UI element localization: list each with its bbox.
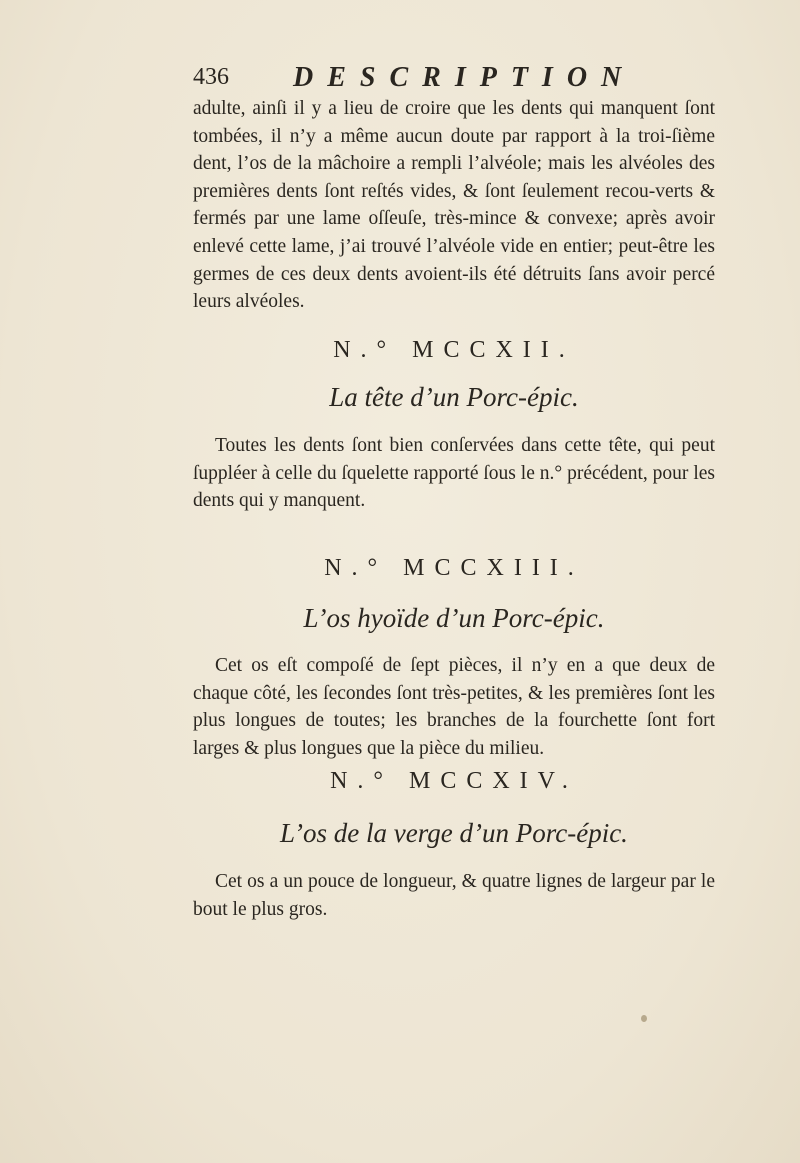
entry-number-1212: N.° MCCXII. [333, 337, 575, 363]
paragraph-entry-1212: Toutes les dents ſont bien conſervées dans cette tête, qui peut ſuppléer à celle du ſquelette rapporté ſous le n.° précédent, pour les dents qui y manquent. [193, 435, 715, 512]
entry-number-1214: N.° MCCXIV. [330, 768, 578, 794]
page-number: 436 [193, 64, 229, 90]
entry-title-1214: L’os de la verge d’un Porc-épic. [280, 818, 628, 848]
entry-title-1213: L’os hyoïde d’un Porc-épic. [303, 603, 605, 633]
entry-title-1212: La tête d’un Porc-épic. [329, 382, 579, 412]
paragraph-entry-1213: Cet os eſt compoſé de ſept pièces, il n’y en a que deux de chaque côté, les ſecondes ſont très-petites, & les premières ſont les plus longues de toutes; les branches de la fourchette ſont fort larges & plus longues que la pièce du milieu. [193, 655, 715, 759]
paper-speck [641, 1015, 647, 1022]
paragraph-entry-1214: Cet os a un pouce de longueur, & quatre lignes de largeur par le bout le plus gros. [193, 871, 715, 920]
paragraph-continuation: adulte, ainſi il y a lieu de croire que les dents qui manquent ſont tombées, il n’y a même aucun doute par rapport à la troi-ſième dent, l’os de la mâchoire a rempli l’alvéole; mais les alvéoles des premières dents ſont reſtés vides, & ſont ſeulement recou-verts & fermés par une lame oſſeuſe, très-mince & convexe; après avoir enlevé cette lame, j’ai trouvé l’alvéole vide en entier; peut-être les germes de ces deux dents avoient-ils été détruits ſans avoir percé leurs alvéoles. [193, 98, 715, 313]
entry-number-1213: N.° MCCXIII. [324, 555, 584, 581]
running-head: DESCRIPTION [293, 62, 636, 93]
